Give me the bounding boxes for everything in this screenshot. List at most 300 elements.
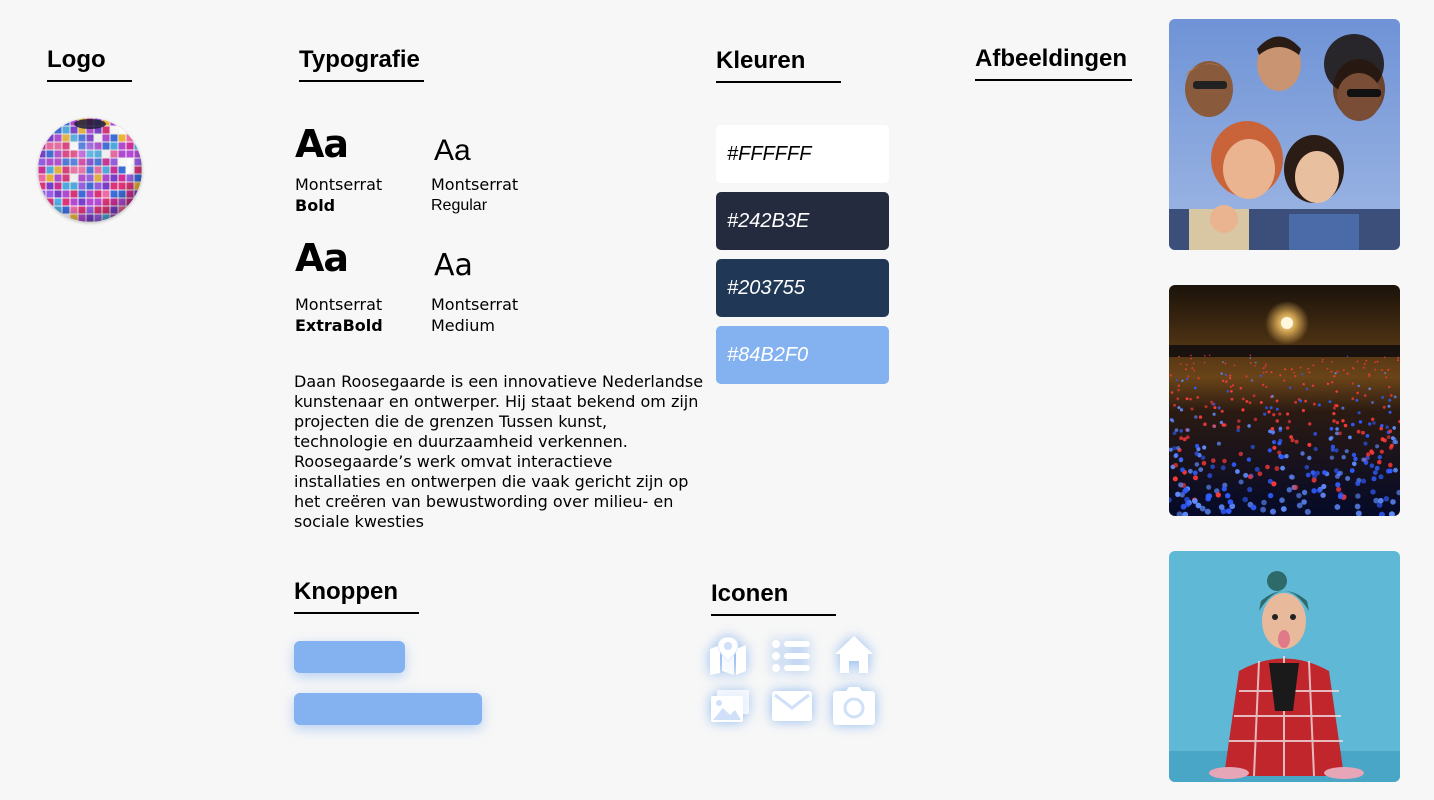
light-dot bbox=[1294, 401, 1297, 404]
light-dot bbox=[1186, 428, 1190, 432]
light-dot bbox=[1229, 375, 1231, 377]
light-dot bbox=[1372, 476, 1377, 481]
light-dot bbox=[1331, 448, 1335, 452]
light-dot bbox=[1341, 419, 1344, 422]
light-dot bbox=[1329, 437, 1333, 441]
light-dot bbox=[1387, 435, 1391, 439]
light-dot bbox=[1250, 355, 1252, 357]
disco-tile bbox=[47, 207, 54, 214]
light-dot bbox=[1379, 427, 1383, 431]
light-dot bbox=[1237, 425, 1241, 429]
disco-tile bbox=[47, 215, 54, 222]
light-dot bbox=[1375, 444, 1379, 448]
light-dot bbox=[1289, 474, 1294, 479]
light-dot bbox=[1293, 485, 1298, 490]
disco-tile bbox=[47, 127, 54, 134]
light-dot bbox=[1329, 400, 1332, 403]
light-dot bbox=[1254, 418, 1257, 421]
light-dot bbox=[1247, 424, 1251, 428]
light-dot bbox=[1308, 371, 1310, 373]
light-dot bbox=[1394, 396, 1397, 399]
light-dot bbox=[1221, 373, 1223, 375]
disco-tile bbox=[55, 119, 62, 126]
light-dot bbox=[1271, 481, 1276, 486]
light-dot bbox=[1385, 376, 1387, 378]
disco-ball-logo bbox=[38, 118, 142, 222]
light-dot bbox=[1375, 466, 1380, 471]
light-dot bbox=[1295, 440, 1299, 444]
light-dot bbox=[1381, 369, 1383, 371]
light-dot bbox=[1267, 410, 1270, 413]
disco-tile bbox=[39, 135, 46, 142]
color-swatch-label: #84B2F0 bbox=[727, 343, 809, 366]
light-dot bbox=[1262, 384, 1264, 386]
light-dot bbox=[1283, 379, 1285, 381]
light-dot bbox=[1276, 408, 1279, 411]
light-dot bbox=[1195, 444, 1199, 448]
light-dot bbox=[1392, 440, 1396, 444]
light-dot bbox=[1317, 488, 1322, 493]
light-dot bbox=[1286, 426, 1290, 430]
disco-tile bbox=[39, 215, 46, 222]
light-dot bbox=[1350, 468, 1355, 473]
primary-button-wide[interactable] bbox=[294, 693, 482, 725]
light-dot bbox=[1383, 438, 1387, 442]
light-dot bbox=[1221, 410, 1224, 413]
light-dot bbox=[1386, 469, 1391, 474]
light-dot bbox=[1184, 497, 1190, 503]
light-dot bbox=[1270, 509, 1276, 515]
light-dot bbox=[1302, 409, 1305, 412]
light-dot bbox=[1366, 452, 1370, 456]
light-dot bbox=[1265, 465, 1270, 470]
light-dot bbox=[1172, 446, 1176, 450]
light-dot bbox=[1296, 493, 1301, 498]
light-dot bbox=[1331, 361, 1333, 363]
light-dot bbox=[1180, 467, 1185, 472]
light-dot bbox=[1176, 379, 1178, 381]
light-dot bbox=[1371, 418, 1374, 421]
light-dot bbox=[1343, 369, 1345, 371]
light-dot bbox=[1334, 468, 1339, 473]
light-dot bbox=[1351, 397, 1354, 400]
light-dot bbox=[1390, 394, 1393, 397]
light-dot bbox=[1383, 406, 1386, 409]
light-dot bbox=[1304, 400, 1307, 403]
light-dot bbox=[1364, 363, 1366, 365]
light-dot bbox=[1198, 467, 1203, 472]
light-dot bbox=[1171, 391, 1174, 394]
light-dot bbox=[1279, 427, 1283, 431]
light-dot bbox=[1280, 466, 1285, 471]
light-dot bbox=[1335, 427, 1339, 431]
primary-button-small[interactable] bbox=[294, 641, 405, 673]
color-swatch-label: #FFFFFF bbox=[727, 142, 812, 165]
color-swatch-white bbox=[716, 125, 889, 183]
light-dot bbox=[1265, 363, 1267, 365]
light-dot bbox=[1336, 421, 1339, 424]
disco-tile bbox=[127, 207, 134, 214]
light-dot bbox=[1195, 462, 1200, 467]
light-dot bbox=[1222, 361, 1224, 363]
light-dot bbox=[1364, 460, 1369, 465]
font-weight-label: Bold bbox=[295, 196, 336, 215]
light-dot bbox=[1352, 453, 1356, 457]
disco-tile bbox=[39, 119, 46, 126]
light-dot bbox=[1178, 482, 1183, 487]
light-dot bbox=[1194, 387, 1197, 390]
disco-tile bbox=[135, 119, 142, 126]
camera-icon[interactable] bbox=[832, 684, 876, 728]
light-dot bbox=[1372, 421, 1375, 424]
light-dot bbox=[1179, 429, 1183, 433]
light-dot bbox=[1281, 506, 1287, 512]
color-swatch-navy bbox=[716, 259, 889, 317]
images-heading: Afbeeldingen bbox=[975, 45, 1132, 81]
typography-heading: Typografie bbox=[299, 46, 424, 82]
disco-tile bbox=[135, 135, 142, 142]
light-dot bbox=[1222, 380, 1224, 382]
light-dot bbox=[1279, 497, 1285, 503]
color-swatch-label: #203755 bbox=[727, 276, 805, 299]
light-dot bbox=[1179, 457, 1183, 461]
light-dot bbox=[1333, 375, 1335, 377]
light-dot bbox=[1271, 430, 1275, 434]
disco-tile bbox=[119, 119, 126, 126]
light-dot bbox=[1173, 431, 1177, 435]
home-icon[interactable] bbox=[832, 632, 876, 676]
font-weight-label: ExtraBold bbox=[295, 316, 383, 335]
light-dot bbox=[1246, 400, 1249, 403]
light-dot bbox=[1335, 474, 1340, 479]
light-dot bbox=[1213, 403, 1216, 406]
light-dot bbox=[1242, 398, 1245, 401]
light-dot bbox=[1330, 456, 1334, 460]
light-dot bbox=[1368, 422, 1371, 425]
light-dot bbox=[1289, 435, 1293, 439]
light-dot bbox=[1291, 368, 1293, 370]
buttons-heading: Knoppen bbox=[294, 578, 419, 614]
light-dot bbox=[1355, 481, 1360, 486]
light-dot bbox=[1312, 478, 1317, 483]
light-dot bbox=[1186, 397, 1189, 400]
light-dot bbox=[1186, 435, 1190, 439]
light-dot bbox=[1384, 357, 1386, 359]
light-dot bbox=[1255, 362, 1257, 364]
light-dot bbox=[1207, 493, 1212, 498]
image-gallery-icon[interactable] bbox=[708, 684, 752, 728]
light-dot bbox=[1239, 480, 1244, 485]
light-dot bbox=[1173, 476, 1178, 481]
light-dot bbox=[1384, 372, 1386, 374]
light-dot bbox=[1265, 365, 1267, 367]
disco-tile bbox=[39, 199, 46, 206]
light-dot bbox=[1268, 448, 1272, 452]
light-dot bbox=[1284, 454, 1288, 458]
light-dot bbox=[1370, 489, 1375, 494]
light-dot bbox=[1385, 425, 1389, 429]
light-dot bbox=[1302, 490, 1307, 495]
light-dot bbox=[1192, 498, 1198, 504]
light-dot bbox=[1297, 503, 1303, 509]
light-dot bbox=[1170, 374, 1172, 376]
light-dot bbox=[1191, 408, 1194, 411]
light-dot bbox=[1353, 457, 1357, 461]
light-dot bbox=[1251, 379, 1253, 381]
light-dot bbox=[1207, 473, 1212, 478]
light-dot bbox=[1241, 408, 1244, 411]
disco-tile bbox=[119, 215, 126, 222]
light-dot bbox=[1332, 419, 1335, 422]
light-dot bbox=[1191, 358, 1193, 360]
colors-heading: Kleuren bbox=[716, 47, 841, 83]
light-dot bbox=[1188, 469, 1193, 474]
light-dot bbox=[1374, 361, 1376, 363]
color-swatch-dark-navy bbox=[716, 192, 889, 250]
light-dot bbox=[1357, 430, 1361, 434]
light-dot bbox=[1217, 442, 1221, 446]
light-dot bbox=[1278, 439, 1282, 443]
light-dot bbox=[1327, 383, 1329, 385]
light-dot bbox=[1204, 355, 1206, 357]
font-family-label: Montserrat bbox=[295, 175, 383, 194]
light-dot bbox=[1255, 467, 1260, 472]
light-dot bbox=[1379, 474, 1384, 479]
light-dot bbox=[1186, 378, 1188, 380]
light-dot bbox=[1377, 361, 1379, 363]
light-dot bbox=[1176, 397, 1179, 400]
light-dot bbox=[1213, 406, 1216, 409]
light-dot bbox=[1247, 487, 1252, 492]
light-dot bbox=[1222, 486, 1227, 491]
light-dot bbox=[1218, 406, 1221, 409]
light-dot bbox=[1205, 405, 1208, 408]
light-dot bbox=[1236, 429, 1240, 433]
light-dot bbox=[1370, 463, 1375, 468]
light-dot bbox=[1270, 406, 1273, 409]
light-dot bbox=[1361, 431, 1365, 435]
light-dot bbox=[1299, 399, 1302, 402]
mail-icon[interactable] bbox=[770, 684, 814, 728]
light-dot bbox=[1225, 381, 1227, 383]
disco-tile bbox=[127, 215, 134, 222]
font-family-label: Montserrat bbox=[295, 295, 383, 314]
light-dot bbox=[1221, 465, 1226, 470]
disco-tile bbox=[39, 127, 46, 134]
light-dot bbox=[1173, 404, 1176, 407]
light-dot bbox=[1209, 354, 1211, 356]
light-dot bbox=[1225, 363, 1227, 365]
light-dot bbox=[1201, 456, 1205, 460]
light-dot bbox=[1335, 504, 1341, 510]
light-dot bbox=[1225, 374, 1227, 376]
light-dot bbox=[1335, 482, 1340, 487]
light-dot bbox=[1263, 367, 1265, 369]
light-dot bbox=[1287, 487, 1292, 492]
light-dot bbox=[1174, 454, 1178, 458]
light-dot bbox=[1187, 375, 1189, 377]
light-dot bbox=[1232, 462, 1237, 467]
light-dot bbox=[1335, 390, 1338, 393]
light-dot bbox=[1272, 413, 1275, 416]
light-dot bbox=[1202, 445, 1206, 449]
light-dot bbox=[1261, 500, 1267, 506]
light-dot bbox=[1222, 423, 1226, 427]
light-dot bbox=[1305, 509, 1311, 515]
light-dot bbox=[1212, 424, 1216, 428]
map-icon[interactable] bbox=[706, 634, 750, 678]
light-dot bbox=[1352, 382, 1354, 384]
light-dot bbox=[1373, 470, 1378, 475]
light-dot bbox=[1390, 444, 1394, 448]
light-dot bbox=[1213, 413, 1216, 416]
icons-heading: Iconen bbox=[711, 580, 836, 616]
light-dot bbox=[1178, 356, 1180, 358]
font-sample-extrabold: Aa bbox=[295, 236, 349, 280]
light-dot bbox=[1388, 463, 1393, 468]
disco-tile bbox=[135, 207, 142, 214]
disco-tile bbox=[47, 119, 54, 126]
light-dot bbox=[1265, 386, 1267, 388]
light-dot bbox=[1271, 395, 1274, 398]
light-dot bbox=[1331, 371, 1333, 373]
light-dot bbox=[1313, 364, 1315, 366]
color-swatch-light-blue bbox=[716, 326, 889, 384]
light-dot bbox=[1232, 384, 1234, 386]
light-dot bbox=[1195, 451, 1199, 455]
light-dot bbox=[1199, 415, 1202, 418]
light-dot bbox=[1320, 493, 1325, 498]
light-dot bbox=[1293, 372, 1295, 374]
light-dot bbox=[1173, 463, 1178, 468]
light-dot bbox=[1226, 390, 1229, 393]
light-dot bbox=[1344, 424, 1348, 428]
light-dot bbox=[1271, 371, 1273, 373]
light-dot bbox=[1225, 493, 1230, 498]
light-dot bbox=[1357, 361, 1359, 363]
light-dot bbox=[1337, 371, 1339, 373]
light-dot bbox=[1183, 487, 1188, 492]
light-dot bbox=[1250, 357, 1252, 359]
light-dot bbox=[1230, 390, 1233, 393]
light-dot bbox=[1263, 413, 1266, 416]
light-dot bbox=[1321, 361, 1323, 363]
light-dot bbox=[1179, 436, 1183, 440]
light-dot bbox=[1391, 436, 1395, 440]
light-dot bbox=[1210, 465, 1215, 470]
light-dot bbox=[1378, 455, 1382, 459]
light-dot bbox=[1313, 432, 1317, 436]
light-dot bbox=[1336, 404, 1339, 407]
light-dot bbox=[1243, 473, 1248, 478]
light-dot bbox=[1314, 447, 1318, 451]
light-field-installation-photo bbox=[1169, 285, 1400, 516]
disco-tile bbox=[135, 199, 142, 206]
light-dot bbox=[1358, 385, 1360, 387]
light-dot bbox=[1279, 374, 1281, 376]
light-dot bbox=[1191, 367, 1193, 369]
font-sample-medium: Aa bbox=[434, 248, 473, 283]
light-dot bbox=[1176, 446, 1180, 450]
light-dot bbox=[1279, 455, 1283, 459]
light-dot bbox=[1369, 449, 1373, 453]
light-dot bbox=[1305, 465, 1310, 470]
light-dot bbox=[1312, 385, 1314, 387]
light-dot bbox=[1272, 446, 1276, 450]
light-dot bbox=[1334, 448, 1338, 452]
light-dot bbox=[1306, 473, 1311, 478]
light-dot bbox=[1193, 363, 1195, 365]
disco-tile bbox=[135, 215, 142, 222]
light-dot bbox=[1272, 440, 1276, 444]
light-dot bbox=[1308, 422, 1311, 425]
light-dot bbox=[1260, 401, 1263, 404]
light-dot bbox=[1366, 360, 1368, 362]
font-sample-regular: Aa bbox=[434, 134, 471, 167]
light-dot bbox=[1388, 399, 1391, 402]
font-family-label: Montserrat bbox=[431, 295, 519, 314]
light-dot bbox=[1286, 412, 1289, 415]
light-dot bbox=[1194, 415, 1197, 418]
light-dot bbox=[1211, 458, 1216, 463]
light-dot bbox=[1330, 427, 1334, 431]
light-dot bbox=[1231, 398, 1234, 401]
light-dot bbox=[1185, 368, 1187, 370]
light-dot bbox=[1388, 405, 1391, 408]
light-dot bbox=[1196, 396, 1199, 399]
light-dot bbox=[1355, 504, 1361, 510]
light-dot bbox=[1332, 412, 1335, 415]
light-dot bbox=[1313, 403, 1316, 406]
light-dot bbox=[1245, 375, 1247, 377]
light-dot bbox=[1388, 386, 1390, 388]
light-dot bbox=[1268, 493, 1273, 498]
light-dot bbox=[1294, 375, 1296, 377]
light-dot bbox=[1193, 475, 1198, 480]
light-dot bbox=[1371, 401, 1374, 404]
disco-tile bbox=[127, 127, 134, 134]
light-dot bbox=[1374, 369, 1376, 371]
light-dot bbox=[1234, 365, 1236, 367]
light-dot bbox=[1180, 408, 1183, 411]
light-dot bbox=[1335, 372, 1337, 374]
light-dot bbox=[1397, 357, 1399, 359]
light-dot bbox=[1352, 367, 1354, 369]
light-dot bbox=[1205, 509, 1211, 515]
font-sample-bold: Aa bbox=[295, 122, 349, 166]
light-dot bbox=[1364, 442, 1368, 446]
light-dot bbox=[1364, 394, 1367, 397]
light-dot bbox=[1307, 456, 1311, 460]
light-dot bbox=[1251, 445, 1255, 449]
light-dot bbox=[1368, 388, 1371, 391]
body-text-sample: Daan Roosegaarde is een innovatieve Nederlandse kunstenaar en ontwerper. Hij staat bekend om zijn projecten die de grenzen Tussen kunst, technologie en duurzaamheid verkennen. Roosegaarde’s werk omvat interactieve installaties en ontwerpen die vaak gericht zijn op het creëren van bewustwording over milieu- en sociale kwesties bbox=[294, 372, 704, 531]
list-icon[interactable] bbox=[769, 634, 813, 678]
light-dot bbox=[1345, 449, 1349, 453]
light-dot bbox=[1368, 373, 1370, 375]
light-dot bbox=[1202, 461, 1207, 466]
light-dot bbox=[1306, 388, 1309, 391]
light-dot bbox=[1265, 406, 1268, 409]
disco-tile bbox=[127, 119, 134, 126]
light-dot bbox=[1284, 368, 1286, 370]
light-dot bbox=[1258, 471, 1263, 476]
light-dot bbox=[1268, 430, 1272, 434]
light-dot bbox=[1239, 452, 1243, 456]
light-dot bbox=[1253, 394, 1256, 397]
light-dot bbox=[1193, 471, 1198, 476]
light-dot bbox=[1384, 496, 1390, 502]
